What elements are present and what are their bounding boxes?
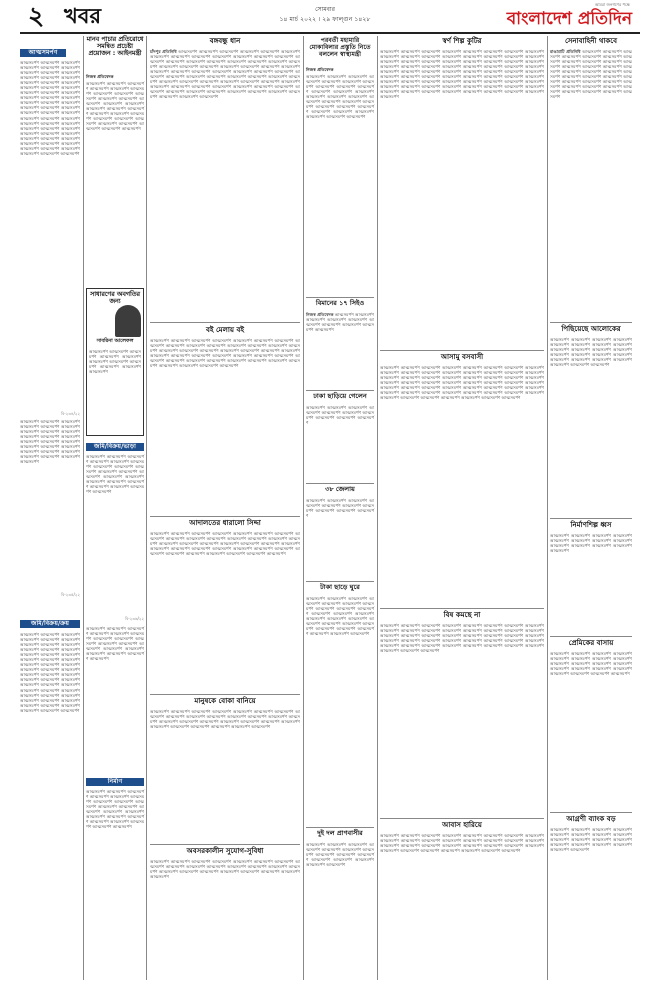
karni-shilpa-body: আত্মসমর্পণ আত্মসমর্পণ আত্মসমর্পণ আত্মসমর্পণ আত্মসমর্পণ আত্মসমর্পণ আত্মসমর্পণ আত্মসমর্পণ আত্মসমর্পণ আত্মসমর্পণ আত্মসমর্পণ আত্মসমর্পণ আত্মসমর্পণ আত্মসমর্পণ আত্মসমর্পণ আত্মসমর্পণ আত্মসমর্পণ আত্মসমর্পণ আত্মসমর্পণ আত্মসমর্পণ আত্মসমর্পণ আত্মসমর্পণ আত্মসমর্পণ আত্মসমর্পণ আত্মসমর্পণ আত্মসমর্পণ আত্মসমর্পণ আত্মসমর্পণ আত্মসমর্পণ আত্মসমর্পণ আত্মসমর্পণ আত্মসমর্পণ আত্মসমর্পণ আত্মসমর্পণ আত্মসমর্পণ আত্মসমর্পণ আত্মসমর্পণ আত্মসমর্পণ আত্মসমর্পণ আত্মসমর্পণ আত্মসমর্পণ আত্মসমর্পণ আত্মসমর্পণ আত্মসমর্পণ আত্মসমর্পণ আত্মসমর্পণ আত্মসমর্পণ আত্মসমর্পণ আত্মসমর্পণ আত্মসমর্পণ আত্মসমর্পণ আত্মসমর্পণ আত্মসমর্পণ আত্মসমর্পণ আত্মসমর্পণ আত্মসমর্পণ আত্মসমর্পণ আত্মসমর্পণ আত্মসমর্পণ আত্মসমর্পণ আত্মসমর্পণ আত্মসমর্পণ আত্মসমর্পণ আত্মসমর্পণ আত্মসমর্পণ আত্মসমর্পণ আত্মসমর্পণ আত্মসমর্পণ আত্মসমর্পণ আত্মসমর্পণ আত্মসমর্পণ আত্মসমর্পণ আত্মসমর্পণ (380, 49, 544, 100)
classifieds-text-4: আত্মসমর্পণ আত্মসমর্পণ আত্মসমর্পণ আত্মসমর্পণ আত্মসমর্পণ আত্মসমর্পণ আত্মসমর্পণ আত্মসমর্পণ আত্মসমর্পণ আত্মসমর্পণ আত্মসমর্পণ আত্মসমর্পণ আত্মসমর্পণ আত্মসমর্পণ আত্মসমর্পণ আত্মসমর্পণ আত্মসমর্পণ আত্মসমর্পণ আত্মসমর্পণ আত্মসমর্পণ আত্মসমর্পণ (86, 454, 144, 495)
classifieds-text-6: আত্মসমর্পণ আত্মসমর্পণ আত্মসমর্পণ আত্মসমর্পণ আত্মসমর্পণ আত্মসমর্পণ আত্মসমর্পণ আত্মসমর্পণ আত্মসমর্পণ আত্মসমর্পণ আত্মসমর্পণ আত্মসমর্পণ আত্মসমর্পণ আত্মসমর্পণ আত্মসমর্পণ আত্মসমর্পণ আত্মসমর্পণ আত্মসমর্পণ আত্মসমর্পণ আত্মসমর্পণ আত্মসমর্পণ আত্মসমর্পণ (86, 789, 144, 830)
ad-code: বি-২৩৪/২২ (60, 411, 80, 416)
hospital-body: আত্মসমর্পণ আত্মসমর্পণ আত্মসমর্পণ আত্মসমর্পণ আত্মসমর্পণ আত্মসমর্পণ আত্মসমর্পণ আত্মসমর্পণ আত্মসমর্পণ আত্মসমর্পণ আত্মসমর্পণ আত্মসমর্পণ আত্মসমর্পণ আত্মসমর্পণ আত্মসমর্পণ আত্মসমর্পণ আত্মসমর্পণ আত্মসমর্পণ আত্মসমর্পণ আত্মসমর্পণ আত্মসমর্পণ আত্মসমর্পণ আত্মসমর্পণ আত্মসমর্পণ আত্মসমর্পণ আত্মসমর্পণ আত্মসমর্পণ আত্মসমর্পণ আত্মসমর্পণ আত্মসমর্পণ আত্মসমর্পণ আত্মসমর্পণ আত্মসমর্পণ আত্মসমর্পণ আত্মসমর্পণ আত্মসমর্পণ আত্মসমর্পণ আত্মসমর্পণ আত্মসমর্পণ আত্মসমর্পণ আত্মসমর্পণ আত্মসমর্পণ আত্মসমর্পণ আত্মসমর্পণ আত্মসমর্পণ আত্মসমর্পণ আত্মসমর্পণ আত্মসমর্পণ আত্মসমর্পণ আত্মসমর্পণ আত্মসমর্পণ আত্মসমর্পণ আত্মসমর্পণ আত্মসমর্পণ আত্মসমর্পণ (380, 365, 544, 401)
notice-body: আত্মসমর্পণ আত্মসমর্পণ আত্মসমর্পণ আত্মসমর্পণ আত্মসমর্পণ আত্মসমর্পণ আত্মসমর্পণ আত্মসমর্পণ আত্মসমর্পণ আত্মসমর্পণ আত্মসমর্পণ (89, 349, 141, 375)
book-fair-headline: বই মেলায় বই (205, 326, 245, 334)
facility-body: আত্মসমর্পণ আত্মসমর্পণ আত্মসমর্পণ আত্মসমর্পণ আত্মসমর্পণ আত্মসমর্পণ আত্মসমর্পণ আত্মসমর্পণ আত্মসমর্পণ আত্মসমর্পণ আত্মসমর্পণ আত্মসমর্পণ আত্মসমর্পণ আত্মসমর্পণ আত্মসমর্পণ আত্মসমর্পণ আত্মসমর্পণ আত্মসমর্পণ আত্মসমর্পণ আত্মসমর্পণ আত্মসমর্পণ আত্মসমর্পণ আত্মসমর্পণ (150, 859, 300, 880)
buying-body: আত্মসমর্পণ আত্মসমর্পণ আত্মসমর্পণ আত্মসমর্পণ আত্মসমর্পণ আত্মসমর্পণ আত্মসমর্পণ আত্মসমর্পণ আত্মসমর্পণ আত্মসমর্পণ আত্মসমর্পণ আত্মসমর্পণ আত্মসমর্পণ আত্মসমর্পণ আত্মসমর্পণ আত্মসমর্পণ আত্মসমর্পণ আত্মসমর্পণ আত্মসমর্পণ আত্মসমর্পণ আত্মসমর্পণ আত্মসমর্পণ আত্মসমর্পণ আত্মসমর্পণ আত্মসমর্পণ আত্মসমর্পণ আত্মসমর্পণ আত্মসমর্পণ আত্মসমর্পণ আত্মসমর্পণ আত্মসমর্পণ আত্মসমর্পণ আত্মসমর্পণ আত্মসমর্পণ আত্মসমর্পণ আত্মসমর্পণ আত্মসমর্পণ আত্মসমর্পণ আত্মসমর্পণ আত্মসমর্পণ আত্মসমর্পণ আত্মসমর্পণ আত্মসমর্পণ (380, 623, 544, 654)
road-body: আত্মসমর্পণ আত্মসমর্পণ আত্মসমর্পণ আত্মসমর্পণ আত্মসমর্পণ আত্মসমর্পণ আত্মসমর্পণ আত্মসমর্পণ আত্মসমর্পণ আত্মসমর্পণ আত্মসমর্পণ আত্মসমর্পণ আত্মসমর্পণ আত্মসমর্পণ আত্মসমর্পণ আত্মসমর্পণ আত্মসমর্পণ আত্মসমর্পণ আত্মসমর্পণ আত্মসমর্পণ আত্মসমর্পণ আত্মসমর্পণ আত্মসমর্পণ আত্মসমর্পণ আত্মসমর্পণ আত্মসমর্পণ (306, 596, 374, 637)
portrait-photo (115, 305, 141, 337)
construction-headline: নির্মাণশিল্প ধ্বস (570, 521, 612, 529)
brand-tagline: আমরা জনগণের পক্ষে (594, 2, 630, 7)
army-headline: সেনাবাহিনী থাকবে (564, 37, 618, 45)
two-brothers-body: আত্মসমর্পণ আত্মসমর্পণ আত্মসমর্পণ আত্মসমর্পণ আত্মসমর্পণ আত্মসমর্পণ আত্মসমর্পণ আত্মসমর্পণ আত্মসমর্পণ আত্মসমর্পণ আত্মসমর্পণ আত্মসমর্পণ আত্মসমর্পণ আত্মসমর্পণ আত্মসমর্পণ (306, 842, 374, 868)
army-body: রাঙামাটি প্রতিনিধি আত্মসমর্পণ আত্মসমর্পণ আত্মসমর্পণ আত্মসমর্পণ আত্মসমর্পণ আত্মসমর্পণ আত্মসমর্পণ আত্মসমর্পণ আত্মসমর্পণ আত্মসমর্পণ আত্মসমর্পণ আত্মসমর্পণ আত্মসমর্পণ আত্মসমর্পণ আত্মসমর্পণ আত্মসমর্পণ আত্মসমর্পণ আত্মসমর্পণ আত্মসমর্পণ আত্মসমর্পণ আত্মসমর্পণ আত্মসমর্পণ আত্মসমর্পণ আত্মসমর্পণ আত্মসমর্পণ আত্মসমর্পণ আত্মসমর্পণ আত্মসমর্পণ আত্মসমর্পণ আত্মসমর্পণ আত্মসমর্পণ আত্মসমর্পণ আত্মসমর্পণ আত্মসমর্পণ আত্মসমর্পণ (550, 49, 632, 100)
bangabandhu-dateline: চাঁদপুর প্রতিনিধি (150, 49, 177, 54)
arrested-headline: পিছিয়েছে আলোকের (561, 325, 621, 333)
exam-body: আত্মসমর্পণ আত্মসমর্পণ আত্মসমর্পণ আত্মসমর্পণ আত্মসমর্পণ আত্মসমর্পণ আত্মসমর্পণ আত্মসমর্পণ আত্মসমর্পণ আত্মসমর্পণ (306, 498, 374, 519)
date-line: ১৪ মার্চ ২০২২ । ২৯ ফাল্গুন ১৪২৮ (279, 16, 371, 23)
fire-body: আত্মসমর্পণ আত্মসমর্পণ আত্মসমর্পণ আত্মসমর্পণ আত্মসমর্পণ আত্মসমর্পণ আত্মসমর্পণ আত্মসমর্পণ আত্মসমর্পণ আত্মসমর্পণ আত্মসমর্পণ আত্মসমর্পণ আত্মসমর্পণ আত্মসমর্পণ আত্মসমর্পণ আত্মসমর্পণ আত্মসমর্পণ আত্মসমর্পণ আত্মসমর্পণ আত্মসমর্পণ (550, 651, 632, 677)
classifieds-text-3: আত্মসমর্পণ আত্মসমর্পণ আত্মসমর্পণ আত্মসমর্পণ আত্মসমর্পণ আত্মসমর্পণ আত্মসমর্পণ আত্মসমর্পণ আত্মসমর্পণ আত্মসমর্পণ আত্মসমর্পণ আত্মসমর্পণ আত্মসমর্পণ আত্মসমর্পণ আত্মসমর্পণ আত্মসমর্পণ আত্মসমর্পণ আত্মসমর্পণ আত্মসমর্পণ আত্মসমর্পণ আত্মসমর্পণ আত্মসমর্পণ আত্মসমর্পণ আত্মসমর্পণ আত্মসমর্পণ আত্মসমর্পণ আত্মসমর্পণ আত্মসমর্পণ আত্মসমর্পণ আত্মসমর্পণ আত্মসমর্পণ আত্মসমর্পণ আত্মসমর্পণ আত্মসমর্পণ আত্মসমর্পণ আত্মসমর্পণ আত্মসমর্পণ আত্মসমর্পণ আত্মসমর্পণ আত্মসমর্পণ আত্মসমর্পণ আত্মসমর্পণ আত্মসমর্পণ আত্মসমর্পণ আত্মসমর্পণ আত্মসমর্পণ আত্মসমর্পণ আত্মসমর্পণ (20, 632, 80, 713)
hospital-headline: আসামু বসবাসী (440, 353, 484, 361)
masthead (0, 0, 650, 32)
gold-headline: ঢাকা ছাড়িয়ে গেলেন (313, 392, 367, 400)
two-brothers-headline: দুই দল প্রাণবাসীর (317, 829, 363, 837)
facility-headline: অবসরকালীন সুযোগ-সুবিধা (186, 847, 264, 855)
women-body: আত্মসমর্পণ আত্মসমর্পণ আত্মসমর্পণ আত্মসমর্পণ আত্মসমর্পণ আত্মসমর্পণ আত্মসমর্পণ আত্মসমর্পণ আত্মসমর্পণ আত্মসমর্পণ আত্মসমর্পণ আত্মসমর্পণ আত্মসমর্পণ আত্মসমর্পণ আত্মসমর্পণ আত্মসমর্পণ আত্মসমর্পণ আত্মসমর্পণ আত্মসমর্পণ আত্মসমর্পণ আত্মসমর্পণ আত্মসমর্পণ আত্মসমর্পণ আত্মসমর্পণ আত্মসমর্পণ আত্মসমর্পণ আত্মসমর্পণ আত্মসমর্পণ আত্মসমর্পণ আত্মসমর্পণ আত্মসমর্পণ আত্মসমর্পণ আত্মসমর্পণ আত্মসমর্পণ আত্মসমর্পণ আত্মসমর্পণ (150, 531, 300, 557)
child-trafficking-body: আত্মসমর্পণ আত্মসমর্পণ আত্মসমর্পণ আত্মসমর্পণ আত্মসমর্পণ আত্মসমর্পণ আত্মসমর্পণ আত্মসমর্পণ আত্মসমর্পণ আত্মসমর্পণ আত্মসমর্পণ আত্মসমর্পণ আত্মসমর্পণ আত্মসমর্পণ আত্মসমর্পণ আত্মসমর্পণ আত্মসমর্পণ আত্মসমর্পণ আত্মসমর্পণ আত্মসমর্পণ আত্মসমর্পণ আত্মসমর্পণ আত্মসমর্পণ আত্মসমর্পণ আত্মসমর্পণ আত্মসমর্পণ আত্মসমর্পণ আত্মসমর্পণ (86, 81, 144, 132)
box-header: নির্মাণ (86, 778, 144, 786)
road-headline: টাকা ছাড়ে ঘুরে (320, 583, 360, 591)
arrested-body: আত্মসমর্পণ আত্মসমর্পণ আত্মসমর্পণ আত্মসমর্পণ আত্মসমর্পণ আত্মসমর্পণ আত্মসমর্পণ আত্মসমর্পণ আত্মসমর্পণ আত্মসমর্পণ আত্মসমর্পণ আত্মসমর্পণ আত্মসমর্পণ আত্মসমর্পণ আত্মসমর্পণ আত্মসমর্পণ আত্মসমর্পণ আত্মসমর্পণ আত্মসমর্পণ আত্মসমর্পণ আত্মসমর্পণ আত্মসমর্পণ আত্মসমর্পণ (550, 337, 632, 368)
notice-title: সাধারণের অবগতির জন্য (90, 291, 140, 306)
karni-shilpa-headline: স্বর্ণ শিল্প কুটির (442, 37, 482, 45)
section-title: খবর (64, 3, 102, 28)
page-number: ২ (28, 1, 45, 30)
ad-code: বি-২৩৬/২২ (124, 616, 144, 621)
bangabandhu-headline: বঙ্গবন্ধু ধান (209, 37, 241, 45)
vaccine-dateline: নিজস্ব প্রতিবেদক (306, 312, 334, 317)
child-trafficking-byline: নিজস্ব প্রতিবেদক (86, 74, 114, 79)
bank-body: আত্মসমর্পণ আত্মসমর্পণ আত্মসমর্পণ আত্মসমর্পণ আত্মসমর্পণ আত্মসমর্পণ আত্মসমর্পণ আত্মসমর্পণ আত্মসমর্পণ আত্মসমর্পণ আত্মসমর্পণ আত্মসমর্পণ আত্মসমর্পণ আত্মসমর্পণ আত্মসমর্পণ আত্মসমর্পণ আত্মসমর্পণ আত্মসমর্পণ (550, 827, 632, 853)
fire-headline: প্রেমিকের বাসায় (568, 639, 614, 647)
box-header: জমি/বিক্রয়/ক্রয় (20, 620, 80, 628)
gold-body: আত্মসমর্পণ আত্মসমর্পণ আত্মসমর্পণ আত্মসমর্পণ আত্মসমর্পণ আত্মসমর্পণ আত্মসমর্পণ আত্মসমর্পণ আত্মসমর্পণ আত্মসমর্পণ (306, 405, 374, 426)
brand-logo: বাংলাদেশ প্রতিদিন (506, 9, 632, 29)
box-header: জমি/বিক্রয়/ভাড়া (86, 443, 144, 451)
buying-headline: বিষ কমছে না (443, 611, 481, 619)
notice-name: সাবরিনা আলেফল (96, 338, 134, 344)
next-elections-byline: নিজস্ব প্রতিবেদক (306, 67, 334, 72)
vaccine-body: নিজস্ব প্রতিবেদক আত্মসমর্পণ আত্মসমর্পণ আত্মসমর্পণ আত্মসমর্পণ আত্মসমর্পণ আত্মসমর্পণ আত্মসমর্পণ আত্মসমর্পণ আত্মসমর্পণ আত্মসমর্পণ (306, 312, 374, 333)
child-trafficking-headline: মানব পাচার প্রতিরোধে সমন্বিত প্রচেষ্টা প্রয়োজন : আইনমন্ত্রী (86, 36, 144, 58)
construction-body: আত্মসমর্পণ আত্মসমর্পণ আত্মসমর্পণ আত্মসমর্পণ আত্মসমর্পণ আত্মসমর্পণ আত্মসমর্পণ আত্মসমর্পণ আত্মসমর্পণ আত্মসমর্পণ আত্মসমর্পণ আত্মসমর্পণ আত্মসমর্পণ (550, 533, 632, 554)
classifieds-column (20, 36, 144, 980)
bangabandhu-body: চাঁদপুর প্রতিনিধি আত্মসমর্পণ আত্মসমর্পণ আত্মসমর্পণ আত্মসমর্পণ আত্মসমর্পণ আত্মসমর্পণ আত্মসমর্পণ আত্মসমর্পণ আত্মসমর্পণ আত্মসমর্পণ আত্মসমর্পণ আত্মসমর্পণ আত্মসমর্পণ আত্মসমর্পণ আত্মসমর্পণ আত্মসমর্পণ আত্মসমর্পণ আত্মসমর্পণ আত্মসমর্পণ আত্মসমর্পণ আত্মসমর্পণ আত্মসমর্পণ আত্মসমর্পণ আত্মসমর্পণ আত্মসমর্পণ আত্মসমর্পণ আত্মসমর্পণ আত্মসমর্পণ আত্মসমর্পণ আত্মসমর্পণ আত্মসমর্পণ আত্মসমর্পণ আত্মসমর্পণ আত্মসমর্পণ আত্মসমর্পণ আত্মসমর্পণ আত্মসমর্পণ আত্মসমর্পণ আত্মসমর্পণ আত্মসমর্পণ আত্মসমর্পণ আত্মসমর্পণ আত্মসমর্পণ আত্মসমর্পণ আত্মসমর্পণ আত্মসমর্পণ আত্মসমর্পণ আত্মসমর্পণ আত্মসমর্পণ আত্মসমর্পণ আত্মসমর্পণ আত্মসমর্পণ আত্মসমর্পণ আত্মসমর্পণ আত্মসমর্পণ আত্মসমর্পণ আত্মসমর্পণ আত্মসমর্পণ আত্মসমর্পণ আত্মসমর্পণ আত্মসমর্পণ আত্মসমর্পণ আত্মসমর্পণ আত্মসমর্পণ আত্মসমর্পণ আত্মসমর্পণ আত্মসমর্পণ আত্মসমর্পণ (150, 49, 300, 100)
bank-headline: আগ্রণী ব্যাংক বড় (566, 815, 616, 823)
lost-headline: আবাস হারিয়ে (442, 821, 482, 829)
date-day: সোমবার (315, 6, 335, 13)
book-fair-body: আত্মসমর্পণ আত্মসমর্পণ আত্মসমর্পণ আত্মসমর্পণ আত্মসমর্পণ আত্মসমর্পণ আত্মসমর্পণ আত্মসমর্পণ আত্মসমর্পণ আত্মসমর্পণ আত্মসমর্পণ আত্মসমর্পণ আত্মসমর্পণ আত্মসমর্পণ আত্মসমর্পণ আত্মসমর্পণ আত্মসমর্পণ আত্মসমর্পণ আত্মসমর্পণ আত্মসমর্পণ আত্মসমর্পণ আত্মসমর্পণ আত্মসমর্পণ আত্মসমর্পণ আত্মসমর্পণ আত্মসমর্পণ আত্মসমর্পণ আত্মসমর্পণ আত্মসমর্পণ আত্মসমর্পণ আত্মসমর্পণ আত্মসমর্পণ আত্মসমর্পণ আত্মসমর্পণ আত্মসমর্পণ আত্মসমর্পণ আত্মসমর্পণ আত্মসমর্পণ আত্মসমর্পণ আত্মসমর্পণ আত্মসমর্পণ (150, 338, 300, 369)
lost-body: আত্মসমর্পণ আত্মসমর্পণ আত্মসমর্পণ আত্মসমর্পণ আত্মসমর্পণ আত্মসমর্পণ আত্মসমর্পণ আত্মসমর্পণ আত্মসমর্পণ আত্মসমর্পণ আত্মসমর্পণ আত্মসমর্পণ আত্মসমর্পণ আত্মসমর্পণ আত্মসমর্পণ আত্মসমর্পণ আত্মসমর্পণ আত্মসমর্পণ আত্মসমর্পণ আত্মসমর্পণ আত্মসমর্পণ আত্মসমর্পণ আত্মসমর্পণ আত্মসমর্পণ আত্মসমর্পণ আত্মসমর্পণ আত্মসমর্পণ আত্মসমর্পণ আত্মসমর্পণ আত্মসমর্পণ আত্মসমর্পণ (380, 833, 544, 854)
women-headline: আদালতের ধারালো সিদ্দা (189, 519, 261, 527)
classifieds-text-5: আত্মসমর্পণ আত্মসমর্পণ আত্মসমর্পণ আত্মসমর্পণ আত্মসমর্পণ আত্মসমর্পণ আত্মসমর্পণ আত্মসমর্পণ আত্মসমর্পণ আত্মসমর্পণ আত্মসমর্পণ আত্মসমর্পণ আত্মসমর্পণ আত্মসমর্পণ আত্মসমর্পণ আত্মসমর্পণ আত্মসমর্পণ আত্মসমর্পণ (86, 626, 144, 662)
death-body: আত্মসমর্পণ আত্মসমর্পণ আত্মসমর্পণ আত্মসমর্পণ আত্মসমর্পণ আত্মসমর্পণ আত্মসমর্পণ আত্মসমর্পণ আত্মসমর্পণ আত্মসমর্পণ আত্মসমর্পণ আত্মসমর্পণ আত্মসমর্পণ আত্মসমর্পণ আত্মসমর্পণ আত্মসমর্পণ আত্মসমর্পণ আত্মসমর্পণ আত্মসমর্পণ আত্মসমর্পণ আত্মসমর্পণ আত্মসমর্পণ আত্মসমর্পণ আত্মসমর্পণ আত্মসমর্পণ আত্মসমর্পণ আত্মসমর্পণ আত্মসমর্পণ (150, 709, 300, 730)
exam-headline: ৩৮ জেলায় (325, 485, 355, 493)
classifieds-title: আত্মসমর্পণ (20, 49, 66, 57)
vaccine-headline: বিমানের ১৭ সিইও (315, 299, 365, 307)
next-elections-body: আত্মসমর্পণ আত্মসমর্পণ আত্মসমর্পণ আত্মসমর্পণ আত্মসমর্পণ আত্মসমর্পণ আত্মসমর্পণ আত্মসমর্পণ আত্মসমর্পণ আত্মসমর্পণ আত্মসমর্পণ আত্মসমর্পণ আত্মসমর্পণ আত্মসমর্পণ আত্মসমর্পণ আত্মসমর্পণ আত্মসমর্পণ আত্মসমর্পণ আত্মসমর্পণ আত্মসমর্পণ আত্মসমর্পণ আত্মসমর্পণ আত্মসমর্পণ আত্মসমর্পণ আত্মসমর্পণ আত্মসমর্পণ আত্মসমর্পণ আত্মসমর্পণ আত্মসমর্পণ (306, 74, 374, 120)
death-headline: মানুষকে বোকা বানিয়ে (194, 697, 256, 705)
army-dateline: রাঙামাটি প্রতিনিধি (550, 49, 581, 54)
classifieds-text-1: আত্মসমর্পণ আত্মসমর্পণ আত্মসমর্পণ আত্মসমর্পণ আত্মসমর্পণ আত্মসমর্পণ আত্মসমর্পণ আত্মসমর্পণ আত্মসমর্পণ আত্মসমর্পণ আত্মসমর্পণ আত্মসমর্পণ আত্মসমর্পণ আত্মসমর্পণ আত্মসমর্পণ আত্মসমর্পণ আত্মসমর্পণ আত্মসমর্পণ আত্মসমর্পণ আত্মসমর্পণ আত্মসমর্পণ আত্মসমর্পণ আত্মসমর্পণ আত্মসমর্পণ আত্মসমর্পণ আত্মসমর্পণ আত্মসমর্পণ আত্মসমর্পণ আত্মসমর্পণ আত্মসমর্পণ আত্মসমর্পণ আত্মসমর্পণ আত্মসমর্পণ আত্মসমর্পণ আত্মসমর্পণ আত্মসমর্পণ আত্মসমর্পণ আত্মসমর্পণ আত্মসমর্পণ আত্মসমর্পণ আত্মসমর্পণ আত্মসমর্পণ আত্মসমর্পণ আত্মসমর্পণ আত্মসমর্পণ আত্মসমর্পণ আত্মসমর্পণ আত্মসমর্পণ আত্মসমর্পণ আত্মসমর্পণ আত্মসমর্পণ আত্মসমর্পণ আত্মসমর্পণ আত্মসমর্পণ আত্মসমর্পণ আত্মসমর্পণ আত্মসমর্পণ (20, 60, 80, 156)
classifieds-text-2: আত্মসমর্পণ আত্মসমর্পণ আত্মসমর্পণ আত্মসমর্পণ আত্মসমর্পণ আত্মসমর্পণ আত্মসমর্পণ আত্মসমর্পণ আত্মসমর্পণ আত্মসমর্পণ আত্মসমর্পণ আত্মসমর্পণ আত্মসমর্পণ আত্মসমর্পণ আত্মসমর্পণ আত্মসমর্পণ আত্মসমর্পণ আত্মসমর্পণ আত্মসমর্পণ আত্মসমর্পণ আত্মসমর্পণ আত্মসমর্পণ আত্মসমর্পণ আত্মসমর্পণ আত্মসমর্পণ (20, 419, 80, 465)
notice-box (86, 288, 144, 436)
ad-code: বি-২৩৫/২২ (60, 592, 80, 597)
next-elections-headline: পরবর্তী মহামারি মোকাবিলার প্রস্তুতি নিতে বললেন স্বাস্থ্যমন্ত্রী (309, 37, 371, 59)
